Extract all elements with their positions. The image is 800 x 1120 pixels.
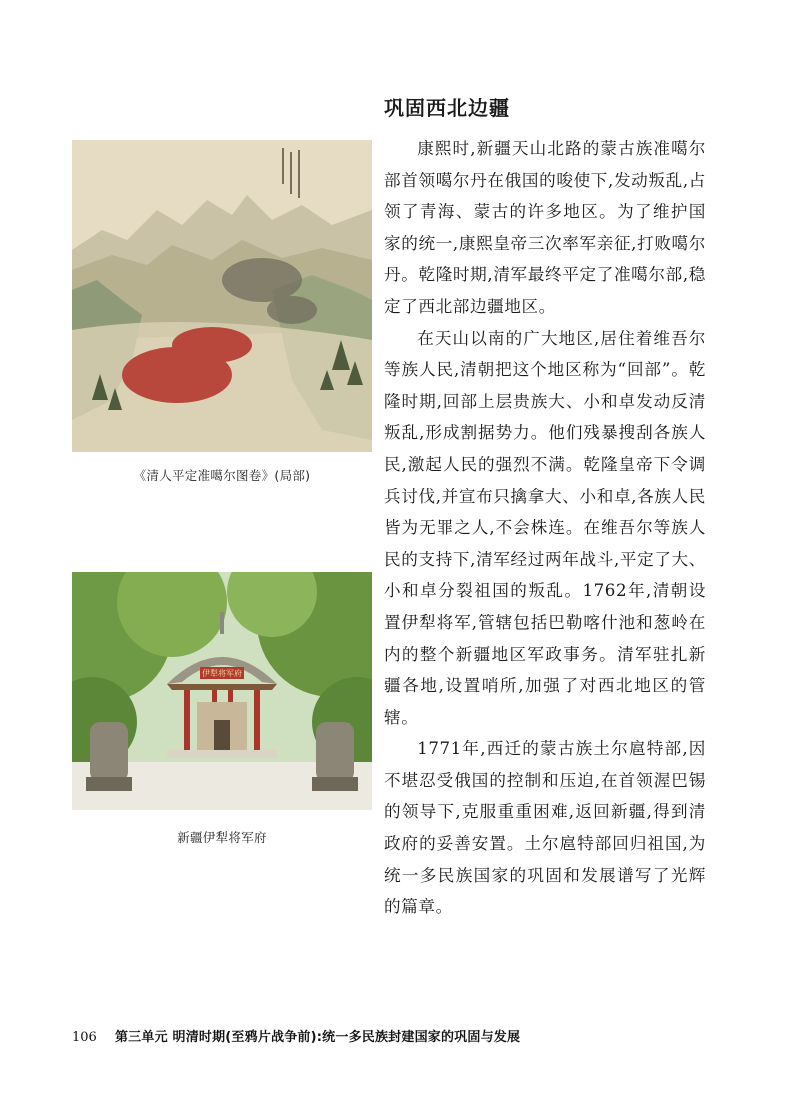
article-body bbox=[384, 92, 706, 923]
figure-painting bbox=[72, 140, 372, 484]
figure-photo bbox=[72, 572, 372, 846]
page-footer bbox=[72, 1026, 520, 1045]
paragraph: 康熙时,新疆天山北路的蒙古族准噶尔部首领噶尔丹在俄国的唆使下,发动叛乱,占领了青海、蒙古的许多地区。为了维护国家的统一,康熙皇帝三次率军亲征,打败噶尔丹。乾隆时期,清军最终平定了准噶尔部,稳定了西北部边疆地区。 bbox=[384, 139, 706, 316]
figure-caption: 新疆伊犁将军府 bbox=[177, 830, 267, 845]
page-number: 106 bbox=[72, 1030, 97, 1045]
section-title: 巩固西北边疆 bbox=[384, 96, 510, 120]
pavilion-sign: 伊犁将军府 bbox=[202, 669, 242, 678]
painting-image bbox=[72, 140, 372, 452]
mansion-photo bbox=[72, 572, 372, 810]
figure-caption: 《清人平定准噶尔图卷》(局部) bbox=[133, 468, 311, 483]
paragraph: 1771年,西迁的蒙古族土尔扈特部,因不堪忍受俄国的控制和压迫,在首领渥巴锡的领导下,克服重重困难,返回新疆,得到清政府的妥善安置。土尔扈特部回归祖国,为统一多民族国家的巩固和发展谱写了光辉的篇章。 bbox=[384, 739, 706, 917]
footer-unit-title: 第三单元 明清时期(至鸦片战争前):统一多民族封建国家的巩固与发展 bbox=[114, 1030, 521, 1045]
paragraph: 在天山以南的广大地区,居住着维吾尔等族人民,清朝把这个地区称为“回部”。乾隆时期,回部上层贵族大、小和卓发动反清叛乱,形成割据势力。他们残暴搜刮各族人民,激起人民的强烈不满。乾隆皇帝下令调兵讨伐,并宣布只擒拿大、小和卓,各族人民皆为无罪之人,不会株连。在维吾尔等族人民的支持下,清军经过两年战斗,平定了大、小和卓分裂祖国的叛乱。1762年,清朝设置伊犁将军,管辖包括巴勒喀什池和葱岭在内的整个新疆地区军政事务。清军驻扎新疆各地,设置哨所,加强了对西北地区的管辖。 bbox=[384, 328, 706, 727]
